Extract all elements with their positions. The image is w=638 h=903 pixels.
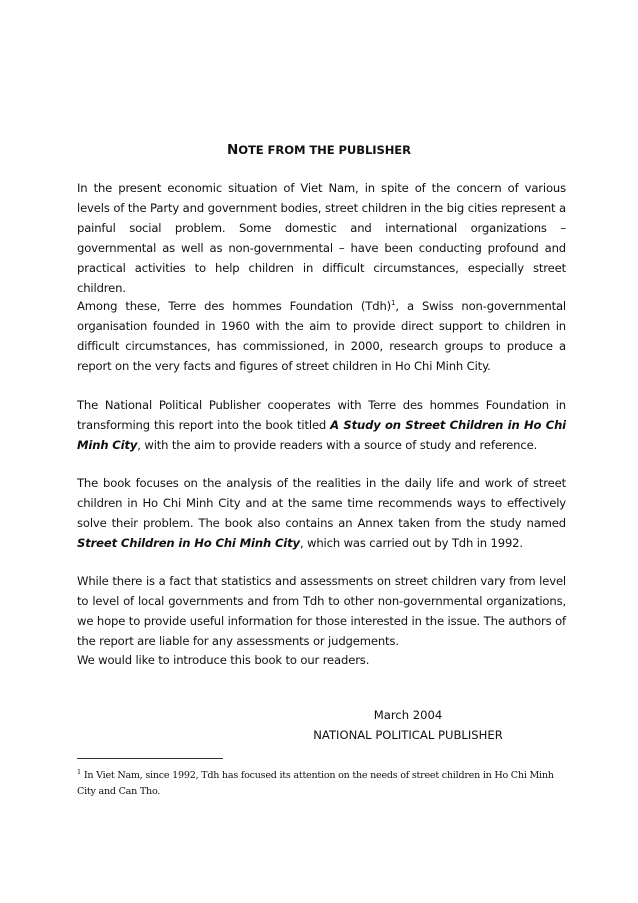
footnote-reference[interactable]: 1 bbox=[391, 299, 396, 308]
title-rest: OTE FROM THE PUBLISHER bbox=[238, 143, 411, 157]
page-title bbox=[0, 142, 638, 158]
paragraph-3-start: The National Political Publisher cooperates with Terre des hommes Foundation in transforming this report into the book titled bbox=[77, 398, 566, 432]
paragraph-2 bbox=[77, 296, 566, 376]
paragraph-4-start: The book focuses on the analysis of the realities in the daily life and work of street children in Ho Chi Minh City and at the same time recommends ways to effectively solve their problem. The book also contains an Annex taken from the study named bbox=[77, 476, 566, 530]
signature-date: March 2004 bbox=[373, 708, 443, 722]
paragraph-2-end: , a Swiss non-governmental organisation founded in 1960 with the aim to provide direct support to children in difficult circumstances, has commissioned, in 2000, research groups to produce a report on the very facts and figures of street children in Ho Chi Minh City. bbox=[77, 299, 566, 373]
footnote-marker: 1 bbox=[77, 767, 81, 776]
title-initial: N bbox=[227, 142, 239, 158]
signature-publisher: NATIONAL POLITICAL PUBLISHER bbox=[313, 728, 503, 742]
paragraph-5: While there is a fact that statistics and assessments on street children vary from level to level of local governments and from Tdh to other non-governmental organizations, we hope to provide useful information for those interested in the issue. The authors of the report are liable for any assessments or judgements. bbox=[77, 574, 566, 648]
paragraph-3-end: , with the aim to provide readers with a source of study and reference. bbox=[137, 438, 538, 452]
annex-title: Street Children in Ho Chi Minh City bbox=[77, 536, 300, 550]
footnote-text: In Viet Nam, since 1992, Tdh has focused its attention on the needs of street children in Ho Chi Minh City and Can Tho. bbox=[77, 770, 554, 797]
paragraph-1: In the present economic situation of Viet Nam, in spite of the concern of various levels of the Party and government bodies, street children in the big cities represent a painful social problem. Some domestic and international organizations – governmental as well as non-governmental – have been conducting profound and practical activities to help children in difficult circumstances, especially street children. bbox=[77, 181, 566, 295]
footnote bbox=[77, 768, 566, 800]
footnote-divider bbox=[77, 758, 223, 759]
paragraph-3 bbox=[77, 395, 566, 455]
paragraph-4-end: , which was carried out by Tdh in 1992. bbox=[299, 536, 523, 550]
paragraph-6: We would like to introduce this book to our readers. bbox=[77, 653, 370, 667]
paragraph-4 bbox=[77, 473, 566, 553]
book-title: A Study on Street Children in Ho Chi Minh City bbox=[77, 418, 566, 452]
paragraph-2-start: Among these, Terre des hommes Foundation (Tdh) bbox=[77, 299, 392, 313]
